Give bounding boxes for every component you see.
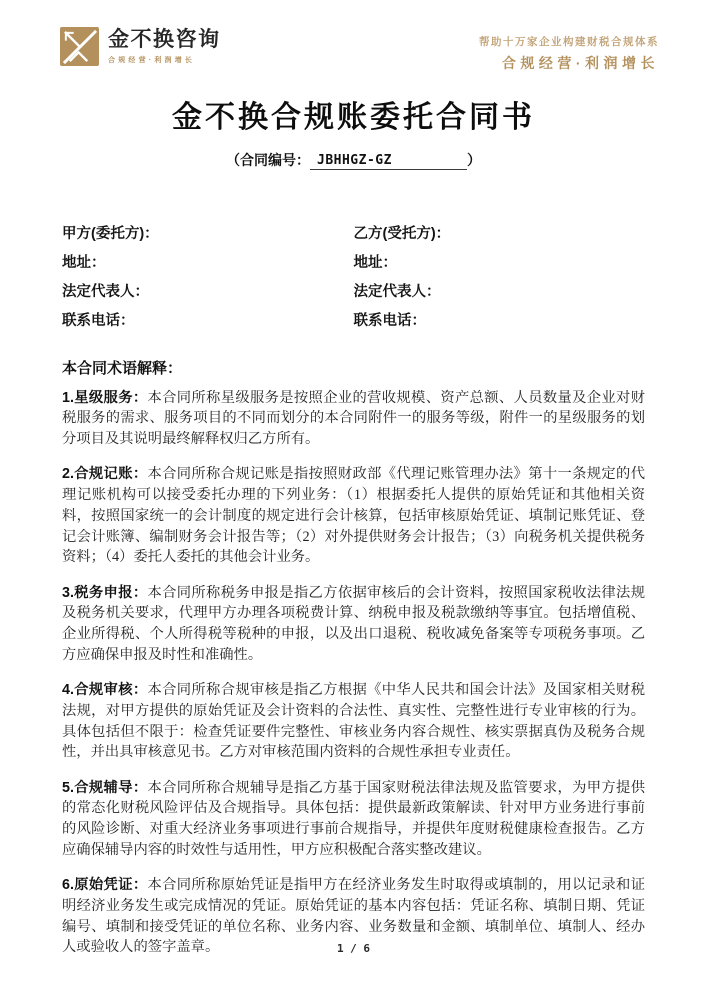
document-title: 金不换合规账委托合同书 — [172, 100, 535, 134]
term-item-1 — [62, 388, 645, 450]
party-b-address-label: 地址： — [353, 254, 397, 271]
party-a-label: 甲方(委托方)： — [62, 225, 159, 242]
parties-section — [0, 220, 707, 336]
party-b-phone-label: 联系电话： — [353, 312, 426, 329]
term-item-5 — [62, 778, 645, 861]
contract-number-line — [0, 150, 707, 170]
term-5-text: 本合同所称合规辅导是指乙方基于国家财税法律法规及监管要求，为甲方提供的常态化财税风险评估及合规指导。具体包括：提供最新政策解读、针对甲方业务进行事前的风险诊断、对重大经济业务事项进行事前合规指导，并提供年度财税健康检查报告。乙方应确保辅导内容的时效性与适用性，甲方应积极配合落实整改建议。 — [62, 779, 645, 858]
term-2-lead: 2.合规记账： — [62, 466, 148, 483]
terms-section — [0, 358, 707, 959]
term-item-2 — [62, 464, 645, 568]
term-3-text: 本合同所称税务申报是指乙方依据审核后的会计资料，按照国家税收法律法规及税务机关要求，代理甲方办理各项税费计算、纳税申报及税款缴纳等事宜。包括增值税、企业所得税、个人所得税等税种的申报，以及出口退税、税收减免备案等专项税务事项。乙方应确保申报及时性和准确性。 — [62, 584, 645, 663]
logo-text — [108, 28, 221, 64]
term-5-lead: 5.合规辅导： — [62, 779, 148, 796]
term-3-lead: 3.税务申报： — [62, 584, 148, 601]
term-item-3 — [62, 583, 645, 666]
party-b-legal-rep-label: 法定代表人： — [353, 283, 441, 300]
contract-number-suffix: ） — [467, 153, 481, 169]
term-2-text: 本合同所称合规记账是指按照财政部《代理记账管理办法》第十一条规定的代理记账机构可以接受委托办理的下列业务：（1）根据委托人提供的原始凭证和其他相关资料，按照国家统一的会计制度的规定进行会计核算，包括审核原始凭证、填制记账凭证、登记会计账簿、编制财务会计报告等；（2）对外提供财务会计报告；（3）向税务机关提供税务资料；（4）委托人委托的其他会计业务。 — [62, 466, 645, 566]
party-b-label: 乙方(受托方)： — [353, 225, 451, 242]
contract-number-prefix: （合同编号： — [226, 153, 310, 169]
term-4-text: 本合同所称合规审核是指乙方根据《中华人民共和国会计法》及国家相关财税法规，对甲方提供的原始凭证及会计资料的合法性、真实性、完整性进行专业审核的行为。具体包括但不限于：检查凭证要件完整性、审核业务内容合规性、核实票据真伪及税务合规性，并出具审核意见书。乙方对审核范围内资料的合规性承担专业责任。 — [62, 682, 645, 761]
term-1-lead: 1.星级服务： — [62, 389, 148, 406]
tagline-line2: 合规经营·利润增长 — [501, 54, 659, 71]
tagline-line1: 帮助十万家企业构建财税合规体系 — [479, 36, 659, 48]
company-logo — [60, 27, 221, 66]
brand-name: 金不换咨询 — [108, 28, 221, 52]
party-a-legal-rep-label: 法定代表人： — [62, 283, 149, 300]
term-4-lead: 4.合规审核： — [62, 682, 148, 699]
brand-slogan: 合规经营·利润增长 — [108, 56, 196, 64]
term-6-lead: 6.原始凭证： — [62, 877, 148, 894]
page-header — [0, 0, 707, 73]
term-6-text: 本合同所称原始凭证是指甲方在经济业务发生时取得或填制的，用以记录和证明经济业务发生或完成情况的凭证。原始凭证的基本内容包括：凭证名称、填制日期、凭证编号、填制和接受凭证的单位名称、业务内容、业务数量和金额、填制单位、填制人、经办人或验收人的签字盖章。 — [62, 877, 645, 956]
party-a-phone-label: 联系电话： — [62, 312, 135, 329]
logo-diamond-icon — [60, 27, 99, 66]
term-1-text: 本合同所称星级服务是按照企业的营收规模、资产总额、人员数量及企业对财税服务的需求、服务项目的不同而划分的本合同附件一的服务等级，附件一的星级服务的划分项目及其说明最终解释权归乙方所有。 — [62, 389, 645, 448]
contract-number-field: JBHHGZ-GZ — [310, 153, 467, 170]
terms-heading: 本合同术语解释： — [62, 359, 183, 377]
header-tagline — [479, 27, 659, 73]
term-item-4 — [62, 680, 645, 763]
page-number: 1 / 6 — [336, 942, 371, 955]
party-a-address-label: 地址： — [62, 254, 106, 271]
